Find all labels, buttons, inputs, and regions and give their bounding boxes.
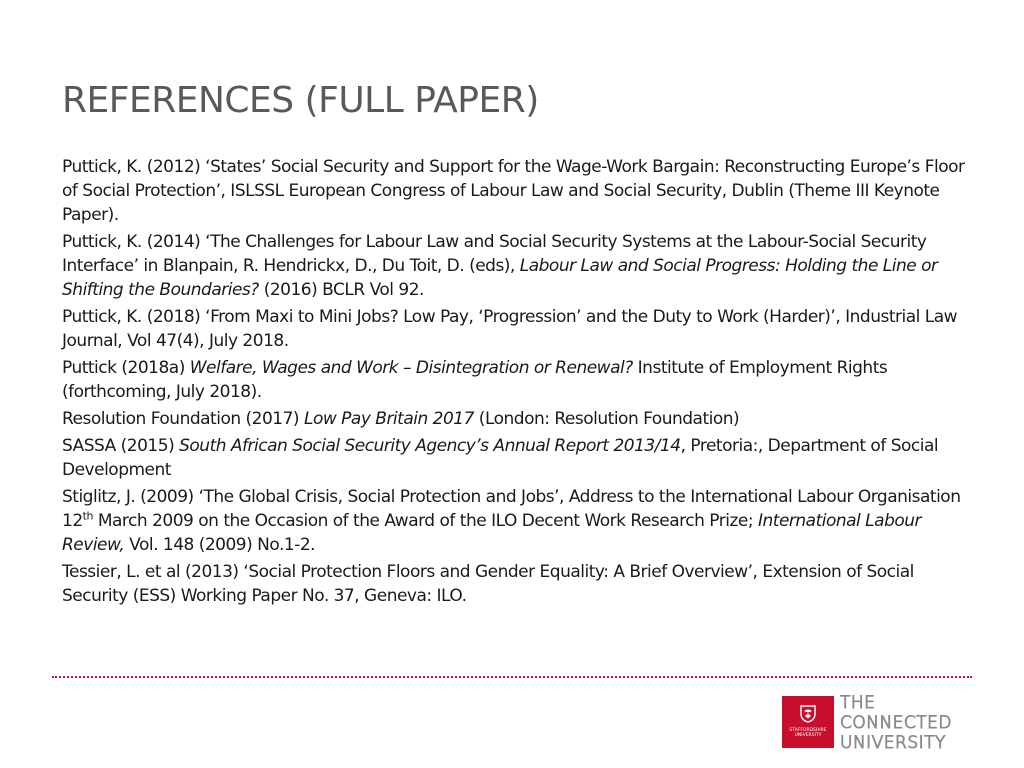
reference-text: SASSA (2015) [62,436,180,456]
reference-item [62,560,967,608]
wordmark-line: UNIVERSITY [840,733,946,753]
reference-text: Puttick, K. (2012) ‘States’ Social Security and Support for the Wage-Work Bargain: Reconstructing Europe’s Floor of Social Protection’, ISLSSL European Congress of Labour Law and Social Security, Dublin (Theme III Keynote Paper). [62,157,965,225]
footer-divider [52,676,972,678]
reference-item [62,434,967,482]
reference-item [62,155,967,227]
reference-text: March 2009 on the Occasion of the Award of the ILO Decent Work Research Prize; [92,511,758,531]
reference-text: , Pretoria:, Department of Social Development [62,436,939,480]
reference-item [62,230,967,302]
reference-text: (London: Resolution Foundation) [473,409,740,429]
reference-list [62,155,967,611]
reference-title: International Labour Review, [62,511,922,555]
staffordshire-logo [782,696,834,748]
reference-title: Welfare, Wages and Work – Disintegration or Renewal? [189,358,633,378]
reference-title: Low Pay Britain 2017 [303,409,474,429]
reference-title: Labour Law and Social Progress: Holding the Line or Shifting the Boundaries? [62,256,938,300]
reference-item [62,356,967,404]
reference-text: (2016) BCLR Vol 92. [258,280,424,300]
ordinal-suffix: th [82,509,93,523]
reference-item [62,305,967,353]
reference-text: Tessier, L. et al (2013) ‘Social Protection Floors and Gender Equality: A Brief Overview’, Extension of Social Security (ESS) Working Paper No. 37, Geneva: ILO. [62,562,914,606]
reference-text: Vol. 148 (2009) No.1-2. [124,535,316,555]
wordmark-line: THE [840,693,876,713]
reference-item [62,407,967,431]
reference-text: Puttick (2018a) [62,358,190,378]
reference-item [62,485,967,557]
reference-text: Institute of Employment Rights (forthcoming, July 2018). [62,358,888,402]
reference-text: Stiglitz, J. (2009) ‘The Global Crisis, Social Protection and Jobs’, Address to the International Labour Organisation 12 [62,487,961,531]
logo-text-line2: UNIVERSITY [794,733,822,738]
reference-text: Resolution Foundation (2017) [62,409,304,429]
shield-icon [799,705,817,723]
logo-text-line1: STAFFORDSHIRE [789,728,827,733]
connected-university-wordmark [840,693,952,753]
reference-text: Puttick, K. (2014) ‘The Challenges for Labour Law and Social Security Systems at the Labour-Social Security Interface’ in Blanpain, R. Hendrickx, D., Du Toit, D. (eds), [62,232,927,276]
wordmark-line: CONNECTED [840,713,953,733]
reference-title: South African Social Security Agency’s Annual Report 2013/14 [179,436,681,456]
reference-text: Puttick, K. (2018) ‘From Maxi to Mini Jobs? Low Pay, ‘Progression’ and the Duty to Work (Harder)’, Industrial Law Journal, Vol 47(4), July 2018. [62,307,958,351]
slide-title: REFERENCES (FULL PAPER) [62,80,539,121]
